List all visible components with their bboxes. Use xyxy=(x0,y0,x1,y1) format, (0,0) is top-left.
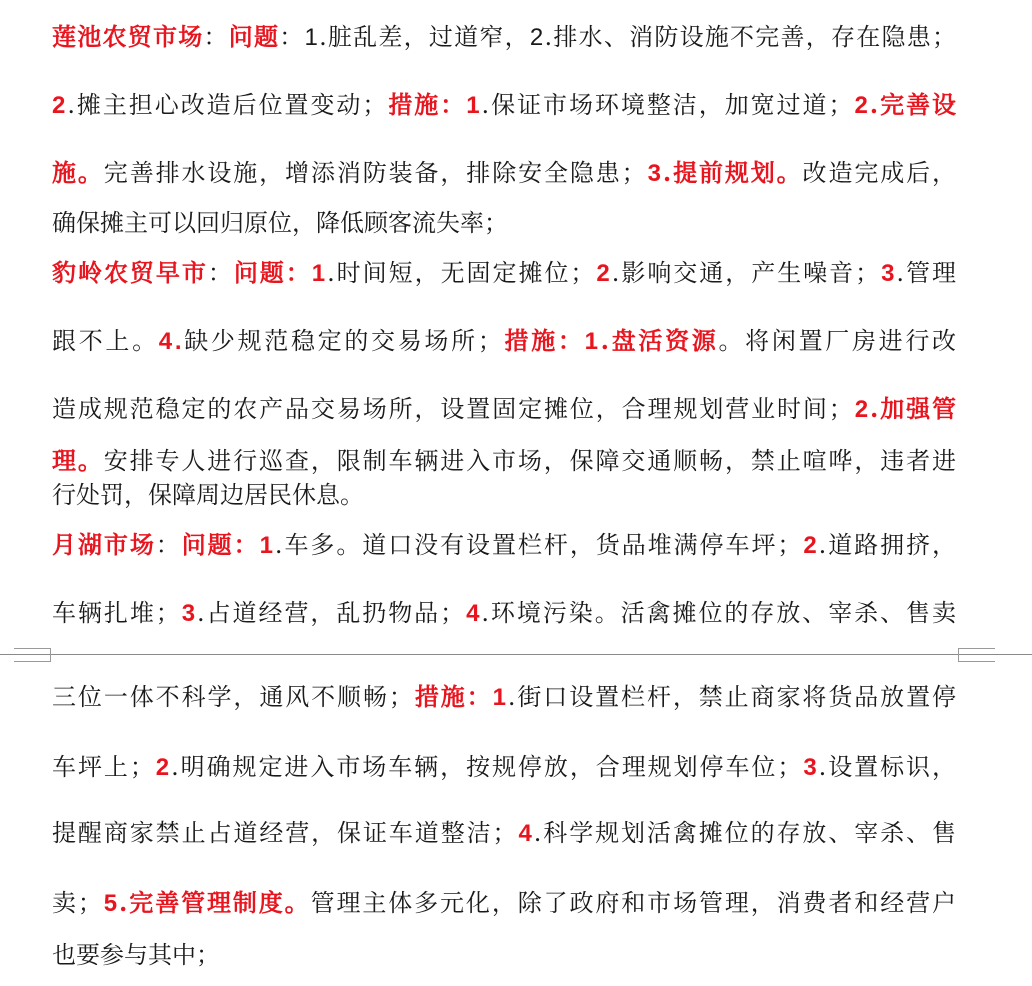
text-line xyxy=(52,940,220,970)
text-line xyxy=(52,326,959,357)
text-segment: .设置标识， xyxy=(818,753,958,781)
text-segment: .摊主担心改造后位置变动； xyxy=(67,91,389,119)
text-line xyxy=(52,480,364,510)
emphasis-segment: 理。 xyxy=(52,446,104,475)
text-line xyxy=(52,22,957,53)
emphasis-segment: 1 xyxy=(311,260,328,287)
text-line xyxy=(52,530,958,561)
text-segment: 。将闲置厂房进行改 xyxy=(718,327,959,355)
text-segment: 改造完成后， xyxy=(802,159,958,187)
emphasis-segment: 2 xyxy=(596,260,612,287)
emphasis-segment: 3 xyxy=(881,260,897,287)
emphasis-segment: .完善设 xyxy=(869,90,958,119)
emphasis-segment: 5 xyxy=(103,890,120,917)
emphasis-segment: 2 xyxy=(529,24,545,51)
text-segment: .脏乱差，过道窄， xyxy=(319,23,530,51)
text-segment: .明确规定进入市场车辆，按规停放，合理规划停车位； xyxy=(171,753,804,781)
emphasis-segment: 施。 xyxy=(52,158,104,187)
text-segment: .保证市场环境整洁，加宽过道； xyxy=(481,91,855,119)
text-segment: 跟不上。 xyxy=(52,327,159,355)
text-line xyxy=(52,598,958,629)
emphasis-segment: 措施： xyxy=(414,682,493,711)
emphasis-segment: 月湖市场 xyxy=(52,530,156,559)
emphasis-segment: 2 xyxy=(52,92,68,119)
emphasis-segment: 2 xyxy=(155,754,172,781)
text-line xyxy=(52,888,958,919)
emphasis-segment: 问题 xyxy=(228,22,280,51)
text-segment: 确保摊主可以回归原位，降低顾客流失率； xyxy=(52,209,508,237)
text-segment: .时间短，无固定摊位； xyxy=(327,259,597,287)
text-segment: ： xyxy=(203,23,229,51)
text-line xyxy=(52,752,958,783)
emphasis-segment: 4. xyxy=(158,328,185,355)
text-segment: .影响交通，产生噪音； xyxy=(611,259,882,287)
text-line xyxy=(52,446,958,476)
page-corner-marker-right xyxy=(958,648,995,662)
text-line xyxy=(52,158,958,189)
emphasis-segment: 2 xyxy=(854,396,870,423)
emphasis-segment: 1 xyxy=(259,532,275,559)
emphasis-segment: 3 xyxy=(181,600,198,627)
text-segment: ： xyxy=(207,259,234,287)
emphasis-segment: .提前规划。 xyxy=(662,158,803,187)
emphasis-segment: .盘活资源 xyxy=(600,326,719,355)
text-segment: .管理 xyxy=(896,259,958,287)
emphasis-segment: 1 xyxy=(304,24,320,51)
text-segment: 车辆扎堆； xyxy=(52,599,182,627)
text-segment: .环境污染。活禽摊位的存放、宰杀、售卖 xyxy=(481,599,958,627)
text-line xyxy=(52,90,958,121)
emphasis-segment: 2 xyxy=(854,92,870,119)
emphasis-segment: 1 xyxy=(466,92,482,119)
emphasis-segment: 1 xyxy=(584,328,601,355)
text-segment: 缺少规范稳定的交易场所； xyxy=(184,327,505,355)
text-line xyxy=(52,394,958,425)
page-break-line xyxy=(0,654,1032,655)
emphasis-segment: 措施： xyxy=(388,90,467,119)
text-segment: 卖； xyxy=(52,889,104,917)
text-line xyxy=(52,818,958,849)
text-segment: 三位一体不科学，通风不顺畅； xyxy=(52,683,415,711)
text-segment: .道路拥挤， xyxy=(818,531,958,559)
emphasis-segment: 4 xyxy=(466,600,482,627)
text-line xyxy=(52,208,508,238)
emphasis-segment: 问题： xyxy=(181,530,260,559)
text-segment: .车多。道口没有设置栏杆，货品堆满停车坪； xyxy=(274,531,804,559)
emphasis-segment: 3 xyxy=(803,754,819,781)
emphasis-segment: 4 xyxy=(518,820,534,847)
emphasis-segment: 问题： xyxy=(233,258,312,287)
text-segment: 提醒商家禁止占道经营，保证车道整洁； xyxy=(52,819,519,847)
text-line xyxy=(52,682,958,713)
text-segment: 车坪上； xyxy=(52,753,156,781)
text-line xyxy=(52,258,958,289)
text-segment: 管理主体多元化，除了政府和市场管理，消费者和经营户 xyxy=(310,889,958,917)
emphasis-segment: 2 xyxy=(803,532,819,559)
text-segment: .占道经营，乱扔物品； xyxy=(197,599,467,627)
text-segment: 安排专人进行巡查，限制车辆进入市场，保障交通顺畅，禁止喧哗，违者进 xyxy=(103,447,958,475)
emphasis-segment: 3 xyxy=(647,160,663,187)
text-segment: 行处罚，保障周边居民休息。 xyxy=(52,481,364,509)
text-segment: ： xyxy=(279,23,305,51)
text-segment: .排水、消防设施不完善，存在隐患； xyxy=(544,23,958,51)
text-segment: ： xyxy=(155,531,182,559)
text-segment: 完善排水设施，增添消防装备，排除安全隐患； xyxy=(103,159,648,187)
emphasis-segment: 措施： xyxy=(504,326,585,355)
text-segment: .街口设置栏杆，禁止商家将货品放置停 xyxy=(507,683,958,711)
emphasis-segment: 豹岭农贸早市 xyxy=(52,258,208,287)
emphasis-segment: 莲池农贸市场 xyxy=(52,22,204,51)
text-segment: 造成规范稳定的农产品交易场所，设置固定摊位，合理规划营业时间； xyxy=(52,395,855,423)
emphasis-segment: 1 xyxy=(492,684,508,711)
emphasis-segment: .完善管理制度。 xyxy=(119,888,311,917)
text-segment: .科学规划活禽摊位的存放、宰杀、售 xyxy=(533,819,958,847)
page-corner-marker-left xyxy=(14,648,51,662)
text-segment: 也要参与其中； xyxy=(52,941,220,969)
emphasis-segment: .加强管 xyxy=(869,394,958,423)
